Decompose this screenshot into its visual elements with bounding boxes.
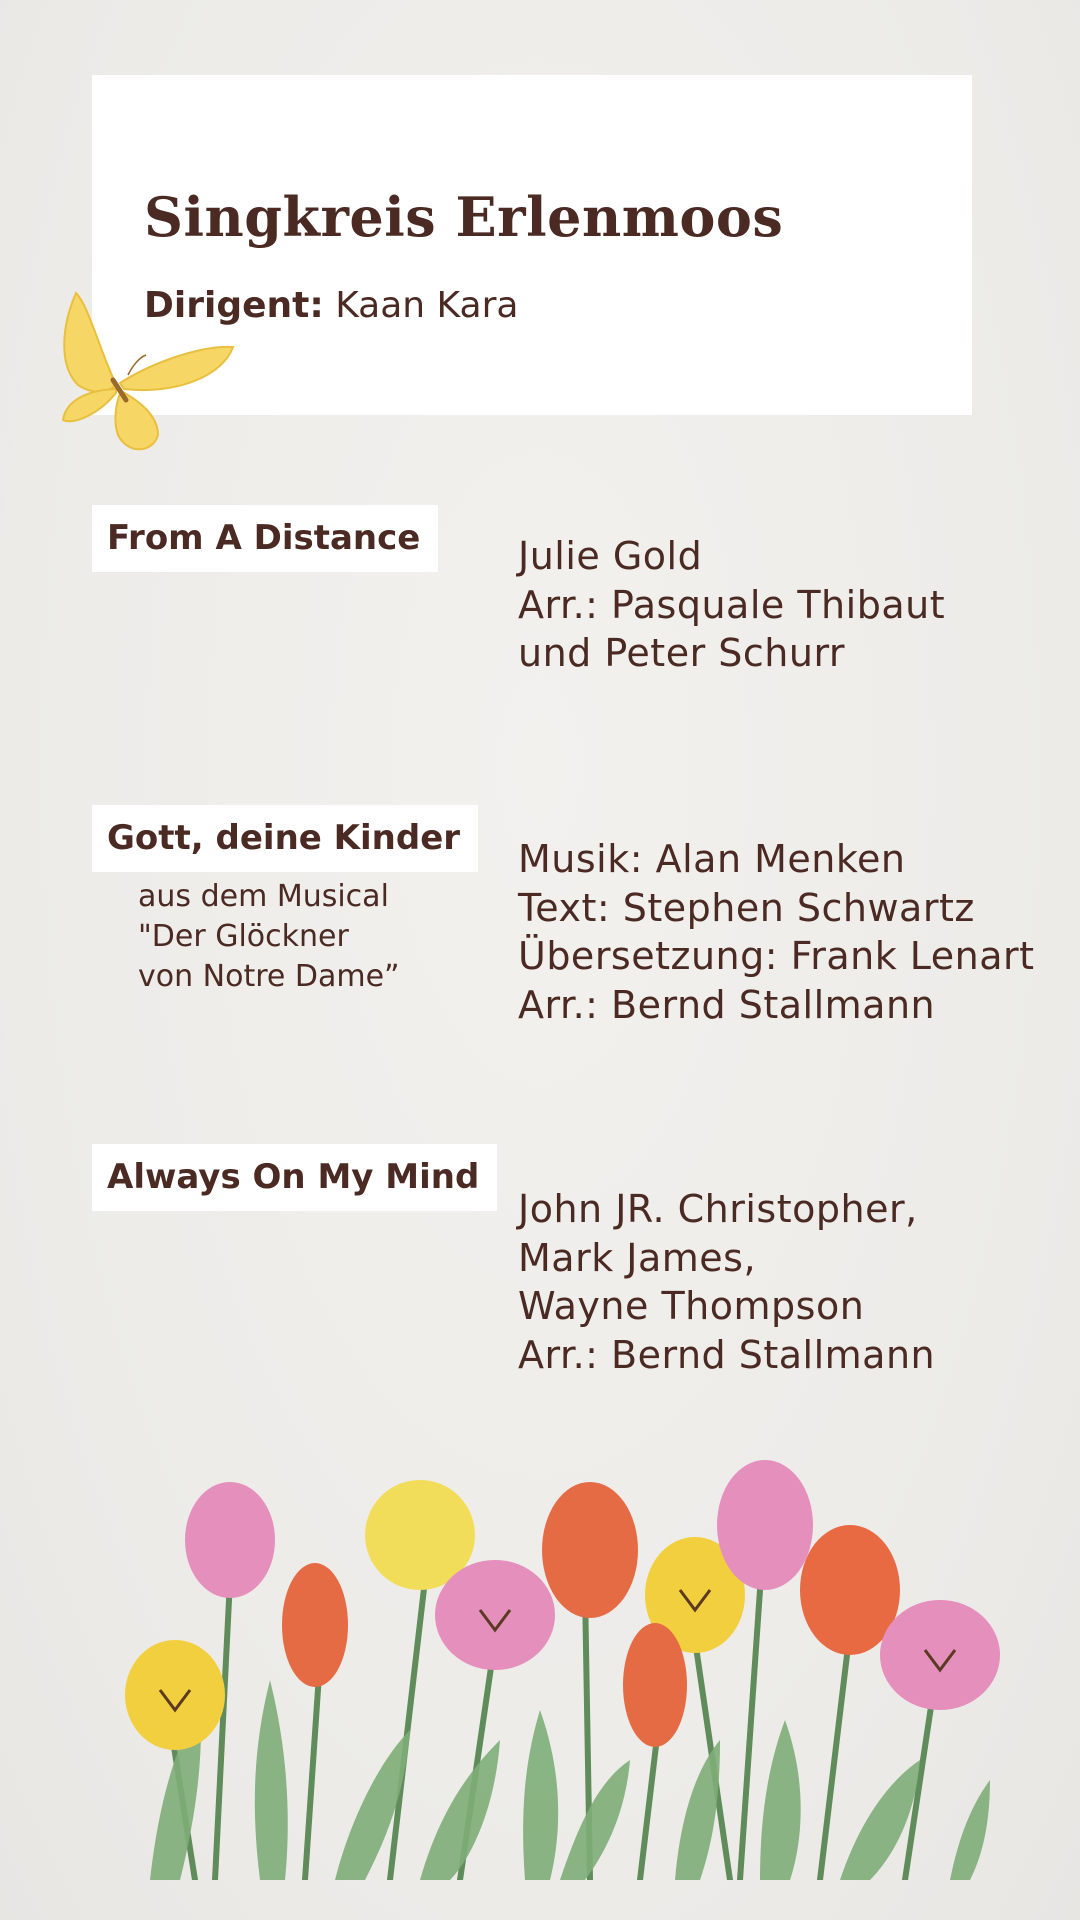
credit-line: Arr.: Bernd Stallmann <box>518 982 936 1027</box>
song-title-from-a-distance: From A Distance <box>92 505 438 572</box>
credit-line: Musik: Alan Menken <box>518 837 906 881</box>
song-title-always-on-my-mind: Always On My Mind <box>92 1144 497 1211</box>
song-credits-always-on-my-mind <box>518 1185 935 1379</box>
song-title-gott-deine-kinder: Gott, deine Kinder <box>92 805 478 872</box>
credit-line: Mark James, <box>518 1235 757 1280</box>
tulips-illustration <box>120 1440 1020 1880</box>
choir-title: Singkreis Erlenmoos <box>144 185 784 249</box>
song-credits-from-a-distance <box>518 532 945 678</box>
butterfly-illustration <box>58 285 238 460</box>
credit-line: Arr.: Bernd Stallmann <box>518 1332 936 1377</box>
credit-line: und Peter Schurr <box>518 631 846 675</box>
credit-line: Wayne Thompson <box>518 1284 865 1328</box>
subtitle-line: "Der Glöckner <box>138 919 349 954</box>
credit-line: Arr.: Pasquale Thibaut <box>518 582 946 627</box>
credit-line: Übersetzung: Frank Lenart <box>518 934 1035 978</box>
song-subtitle-gott-deine-kinder <box>138 877 400 997</box>
conductor-label: Dirigent: <box>144 285 324 326</box>
subtitle-line: aus dem Musical <box>138 879 389 914</box>
credit-line: Julie Gold <box>518 534 703 578</box>
conductor-name: Kaan Kara <box>335 285 519 326</box>
credit-line: Text: Stephen Schwartz <box>518 885 975 930</box>
credit-line: John JR. Christopher, <box>518 1187 918 1231</box>
subtitle-line: von Notre Dame” <box>138 959 400 994</box>
song-credits-gott-deine-kinder <box>518 835 1035 1029</box>
